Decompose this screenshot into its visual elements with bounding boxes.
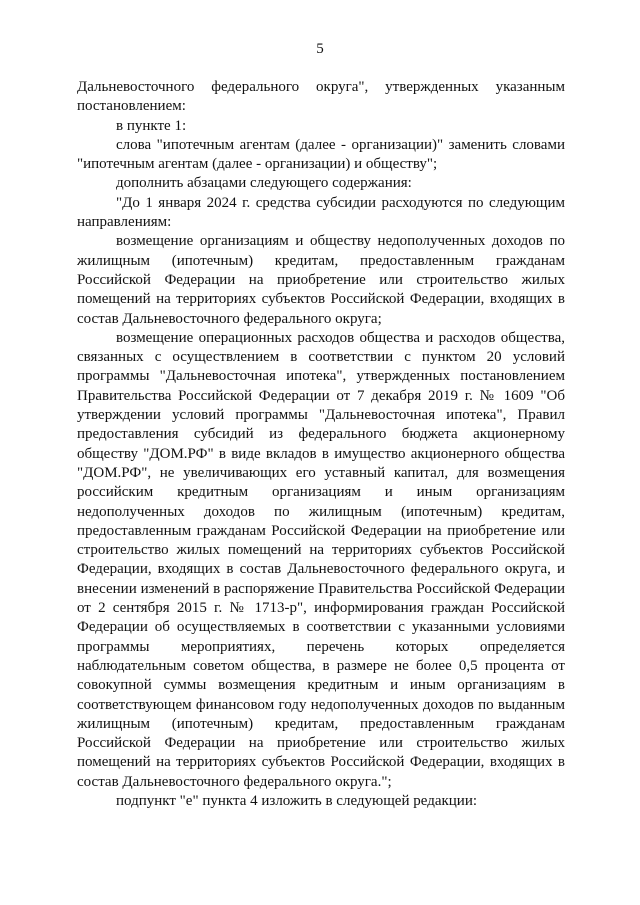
document-body (77, 78, 565, 811)
paragraph-operational-expenses: возмещение операционных расходов общества и расходов общества, связанных с осуществлением в соответствии с пунктом 20 условий программы "Дальневосточная ипотека", утвержденных постановлением Правительства Российской Федерации от 7 декабря 2019 г. № 1609 "Об утверждении условий программы "Дальневосточная ипотека", Правил предоставления субсидий из федерального бюджета акционерному обществу "ДОМ.РФ" в виде вкладов в имущество акционерного общества "ДОМ.РФ", не увеличивающих его уставный капитал, для возмещения российским кредитным организациям и иным организациям недополученных доходов по жилищным (ипотечным) кредитам, предоставленным гражданам Российской Федерации на приобретение или строительство жилых помещений на территориях субъектов Российской Федерации, входящих в состав Дальневосточного федерального округа, и внесении изменений в распоряжение Правительства Российской Федерации от 2 сентября 2015 г. № 1713-р", информирования граждан Российской Федерации об осуществляемых в соответствии с указанными условиями программы мероприятиях, перечень которых определяется наблюдательным советом общества, в размере не более 0,5 процента от совокупной суммы возмещения кредитным и иным организациям в соответствующем финансовом году недополученных доходов по выданным жилищным (ипотечным) кредитам, предоставленным гражданам Российской Федерации на приобретение или строительство жилых помещений на территориях субъектов Российской Федерации, входящих в состав Дальневосточного федерального округа."; (77, 329, 565, 790)
paragraph-point-1: в пункте 1: (116, 117, 187, 134)
paragraph-directions: "До 1 января 2024 г. средства субсидии расходуются по следующим направлениям: (77, 194, 565, 231)
paragraph-income-compensation: возмещение организациям и обществу недополученных доходов по жилищным (ипотечным) кредитам, предоставленным гражданам Российской Федерации на приобретение или строительство жилых помещений на территориях субъектов Российской Федерации, входящих в состав Дальневосточного федерального округа; (77, 233, 565, 327)
paragraph-add-clauses: дополнить абзацами следующего содержания: (116, 175, 412, 192)
page-number: 5 (316, 41, 324, 57)
paragraph-subparagraph-e: подпункт "е" пункта 4 изложить в следующей редакции: (116, 792, 478, 809)
paragraph-replace-words: слова "ипотечным агентам (далее - организации)" заменить словами "ипотечным агентам (далее - организации) и обществу"; (77, 136, 565, 173)
paragraph-continuation: Дальневосточного федерального округа", утвержденных указанным постановлением: (77, 79, 565, 115)
